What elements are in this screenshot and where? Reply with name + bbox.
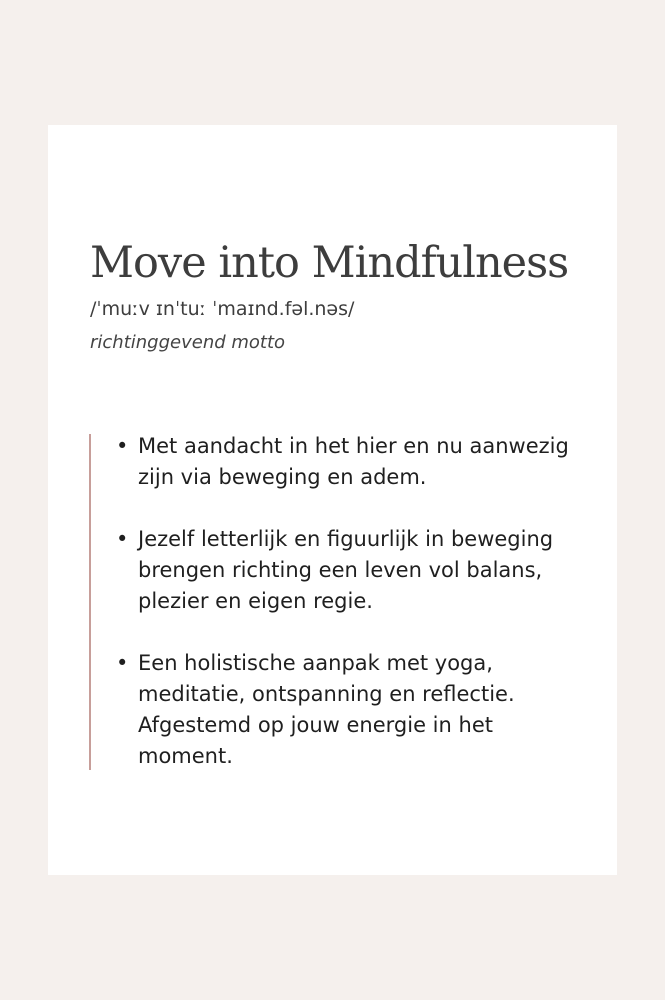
- definition-subtitle: richtinggevend motto: [90, 332, 286, 353]
- list-item: [116, 648, 588, 772]
- accent-rule: [89, 434, 91, 770]
- definition-card: [48, 125, 617, 875]
- bullet-icon: •: [116, 651, 129, 675]
- list-item-text: Een holistische aanpak met yoga, meditatie, ontspanning en reflectie. Afgestemd op jouw energie in het moment.: [138, 651, 515, 768]
- motto-points-list: [116, 431, 588, 803]
- list-item: [116, 431, 588, 493]
- phonetic-transcription: /ˈmuːv ɪnˈtuː ˈmaɪnd.fəl.nəs/: [90, 298, 355, 320]
- list-item: [116, 524, 588, 617]
- bullet-icon: •: [116, 434, 129, 458]
- list-item-text: Jezelf letterlijk en figuurlijk in beweging brengen richting een leven vol balans, plezier en eigen regie.: [138, 527, 554, 613]
- list-item-text: Met aandacht in het hier en nu aanwezig zijn via beweging en adem.: [138, 434, 569, 489]
- bullet-icon: •: [116, 527, 129, 551]
- page-title: Move into Mindfulness: [90, 238, 569, 288]
